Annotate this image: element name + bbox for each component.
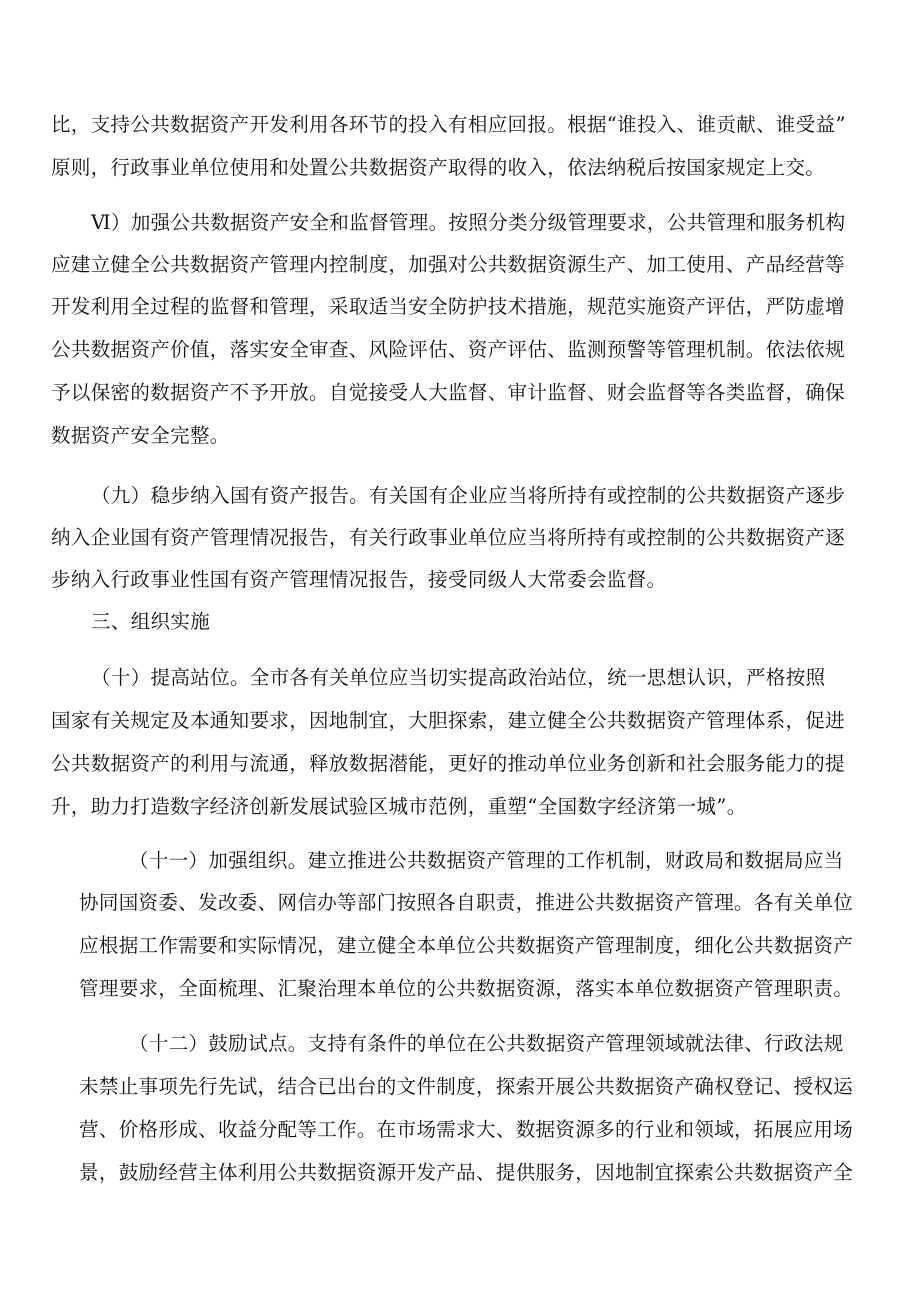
text-line: 开发利用全过程的监督和管理，采取适当安全防护技术措施，规范实施资产评估，严防虚增 — [51, 295, 846, 318]
text-line: 未禁止事项先行先试，结合已出台的文件制度，探索开展公共数据资产确权登记、授权运 — [79, 1075, 854, 1098]
text-line: 应建立健全公共数据资产管理内控制度，加强对公共数据资源生产、加工使用、产品经营等 — [51, 253, 846, 276]
text-line: 数据资产安全完整。 — [51, 424, 230, 447]
text-line: 公共数据资产的利用与流通，释放数据潜能，更好的推动单位业务创新和社会服务能力的提 — [51, 752, 846, 775]
text-line: 纳入企业国有资产管理情况报告，有关行政事业单位应当将所持有或控制的公共数据资产逐 — [51, 526, 846, 549]
text-line: 步纳入行政事业性国有资产管理情况报告，接受同级人大常委会监督。 — [51, 568, 667, 591]
text-line: 协同国资委、发改委、网信办等部门按照各自职责，推进公共数据资产管理。各有关单位 — [79, 891, 854, 914]
text-line: （九）稳步纳入国有资产报告。有关国有企业应当将所持有或控制的公共数据资产逐步 — [91, 484, 846, 507]
text-line: 原则，行政事业单位使用和处置公共数据资产取得的收入，依法纳税后按国家规定上交。 — [51, 156, 826, 179]
text-line: 予以保密的数据资产不予开放。自觉接受人大监督、审计监督、财会监督等各类监督，确保 — [51, 381, 846, 404]
text-line: （十一）加强组织。建立推进公共数据资产管理的工作机制，财政局和数据局应当 — [129, 849, 844, 872]
text-line: 公共数据资产价值，落实安全审查、风险评估、资产评估、监测预警等管理机制。依法依规 — [51, 338, 846, 361]
text-line: 升，助力打造数字经济创新发展试验区城市范例，重塑“全国数字经济第一城”。 — [51, 795, 747, 818]
text-line: Ⅵ）加强公共数据资产安全和监督管理。按照分类分级管理要求，公共管理和服务机构 — [91, 211, 846, 234]
text-line: 景，鼓励经营主体利用公共数据资源开发产品、提供服务，因地制宜探索公共数据资产全 — [79, 1161, 854, 1184]
section-heading: 三、组织实施 — [91, 610, 211, 633]
text-line: 应根据工作需要和实际情况，建立健全本单位公共数据资产管理制度，细化公共数据资产 — [79, 934, 854, 957]
text-line: 管理要求，全面梳理、汇聚治理本单位的公共数据资源，落实本单位数据资产管理职责。 — [79, 977, 854, 1000]
text-line: 比，支持公共数据资产开发利用各环节的投入有相应回报。根据“谁投入、谁贡献、谁受益” — [51, 113, 846, 136]
text-line: （十二）鼓励试点。支持有条件的单位在公共数据资产管理领域就法律、行政法规 — [129, 1032, 844, 1055]
text-line: 营、价格形成、收益分配等工作。在市场需求大、数据资源多的行业和领域，拓展应用场 — [79, 1118, 854, 1141]
text-line: （十）提高站位。全市各有关单位应当切实提高政治站位，统一思想认识，严格按照 — [91, 666, 826, 689]
text-line: 国家有关规定及本通知要求，因地制宜，大胆探索，建立健全公共数据资产管理体系，促进 — [51, 709, 846, 732]
